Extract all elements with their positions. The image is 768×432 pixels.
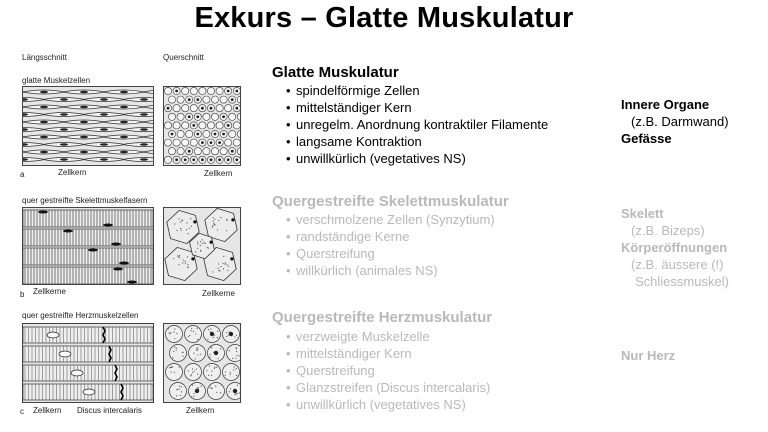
row2-caption: quer gestreifte Skelettmuskelfasern bbox=[22, 196, 148, 205]
row2-label-right: Zellkerne bbox=[202, 289, 235, 298]
row1-caption: glatte Muskelzellen bbox=[22, 76, 91, 85]
section-skeletal-list bbox=[286, 211, 495, 279]
skeletal-muscle-longitudinal-image bbox=[22, 207, 154, 285]
row1-letter: a bbox=[20, 170, 25, 179]
section-smooth-location bbox=[621, 96, 729, 147]
row3-letter: c bbox=[20, 407, 24, 416]
row1-label-left: Zellkern bbox=[58, 168, 87, 177]
skeletal-muscle-cross-image bbox=[163, 207, 241, 285]
row3-label-mid: Discus intercalaris bbox=[77, 406, 142, 415]
row1-label-right: Zellkern bbox=[204, 169, 233, 178]
section-skeletal-title: Quergestreifte Skelettmuskulatur bbox=[272, 193, 509, 210]
list-item: • Querstreifung bbox=[286, 362, 490, 379]
location-example: Schliessmuskel) bbox=[635, 274, 729, 289]
row2-letter: b bbox=[20, 290, 25, 299]
list-item: • Querstreifung bbox=[286, 245, 495, 262]
smooth-muscle-longitudinal-image bbox=[22, 86, 154, 166]
location-heading: Skelett bbox=[621, 206, 664, 221]
list-item: • verzweigte Muskelzelle bbox=[286, 328, 490, 345]
section-smooth-list bbox=[286, 82, 548, 167]
list-item: • verschmolzene Zellen (Synzytium) bbox=[286, 211, 495, 228]
list-item: • randständige Kerne bbox=[286, 228, 495, 245]
row3-label-left: Zellkern bbox=[33, 406, 62, 415]
list-item: • mittelständiger Kern bbox=[286, 345, 490, 362]
section-cardiac-location bbox=[621, 347, 675, 364]
section-smooth-title: Glatte Muskulatur bbox=[272, 64, 399, 81]
location-heading: Gefässe bbox=[621, 131, 672, 146]
cardiac-muscle-longitudinal-image bbox=[22, 323, 154, 403]
location-example: (z.B. äussere (!) bbox=[631, 257, 724, 272]
row3-label-right: Zellkern bbox=[186, 406, 215, 415]
smooth-muscle-cross-image bbox=[163, 86, 241, 166]
section-cardiac-list bbox=[286, 328, 490, 413]
cardiac-muscle-cross-image bbox=[163, 323, 241, 403]
location-heading: Körperöffnungen bbox=[621, 240, 728, 255]
location-heading: Nur Herz bbox=[621, 348, 676, 363]
list-item: • mittelständiger Kern bbox=[286, 99, 548, 116]
row2-label-left: Zellkerne bbox=[33, 287, 66, 296]
row3-caption: quer gestreifte Herzmuskelzellen bbox=[22, 311, 139, 320]
location-example: (z.B. Darmwand) bbox=[631, 114, 729, 129]
list-item: • unwillkürlich (vegetatives NS) bbox=[286, 150, 548, 167]
section-skeletal-location bbox=[621, 205, 729, 290]
section-cardiac-title: Quergestreifte Herzmuskulatur bbox=[272, 309, 493, 326]
list-item: • willkürlich (animales NS) bbox=[286, 262, 495, 279]
location-example: (z.B. Bizeps) bbox=[631, 223, 705, 238]
querschnitt-label: Querschnitt bbox=[163, 53, 204, 62]
slide-title: Exkurs – Glatte Muskulatur bbox=[194, 2, 574, 34]
list-item: • langsame Kontraktion bbox=[286, 133, 548, 150]
list-item: • unwillkürlich (vegetatives NS) bbox=[286, 396, 490, 413]
list-item: • spindelförmige Zellen bbox=[286, 82, 548, 99]
list-item: • unregelm. Anordnung kontraktiler Filamente bbox=[286, 116, 548, 133]
laengsschnitt-label: Längsschnitt bbox=[22, 53, 67, 62]
list-item: • Glanzstreifen (Discus intercalaris) bbox=[286, 379, 490, 396]
location-heading: Innere Organe bbox=[621, 97, 710, 112]
